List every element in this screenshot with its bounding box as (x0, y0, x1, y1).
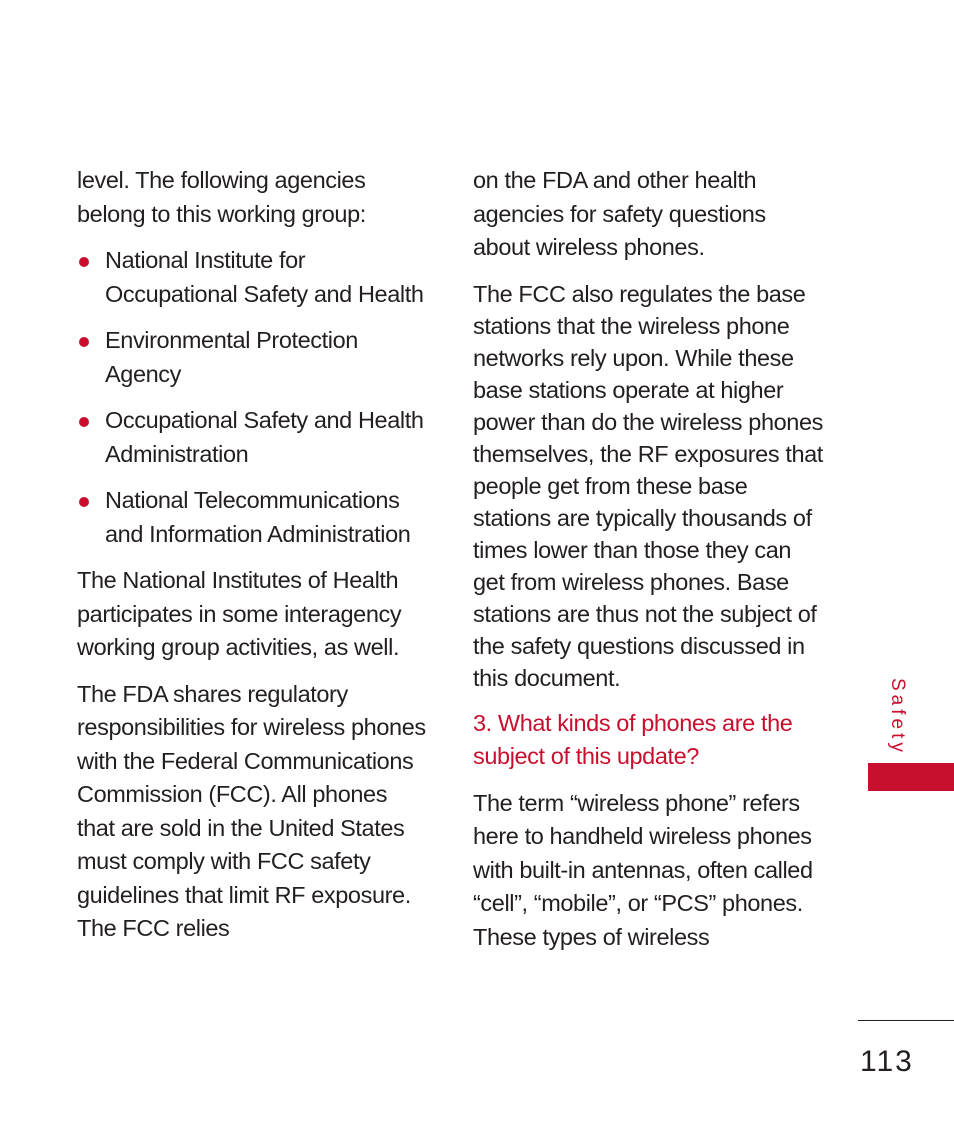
intro-paragraph: level. The following agencies belong to this working group: (77, 167, 366, 227)
answer-paragraph: The term “wireless phone” refers here to handheld wireless phones with built-in antennas, often called “cell”, “mobile”, or “PCS” phones. These types of wireless (473, 789, 813, 950)
agency-list (77, 244, 427, 551)
section-tab-label: Safety (887, 678, 908, 756)
list-item-text: Occupational Safety and Health Administration (105, 407, 424, 467)
bullet-icon (79, 257, 89, 267)
page-number-divider (858, 1020, 954, 1021)
list-item (77, 324, 427, 391)
list-item-text: Environmental Protection Agency (105, 327, 358, 387)
bullet-icon (79, 337, 89, 347)
list-item (77, 404, 427, 471)
fda-paragraph: The FDA shares regulatory responsibilities for wireless phones with the Federal Communications Commission (FCC). All phones that are sold in the United States must comply with FCC safety guidelines that limit RF exposure. The FCC relies (77, 680, 426, 941)
continuation-paragraph: on the FDA and other health agencies for safety questions about wireless phones. (473, 167, 766, 260)
bullet-icon (79, 497, 89, 507)
list-item-text: National Telecommunications and Information Administration (105, 487, 411, 547)
section-tab-marker (868, 763, 954, 791)
page-number: 113 (860, 1045, 914, 1078)
nih-paragraph: The National Institutes of Health participates in some interagency working group activities, as well. (77, 567, 402, 660)
right-column (473, 164, 823, 967)
section-heading: 3. What kinds of phones are the subject of this update? (473, 709, 793, 769)
list-item (77, 484, 427, 551)
list-item (77, 244, 427, 311)
bullet-icon (79, 417, 89, 427)
fcc-paragraph: The FCC also regulates the base stations that the wireless phone networks rely upon. While these base stations operate at higher power than do the wireless phones themselves, the RF exposures that people get from these base stations are typically thousands of times lower than those they can get from wireless phones. Base stations are thus not the subject of the safety questions discussed in this document. (473, 280, 823, 691)
left-column (77, 164, 427, 959)
list-item-text: National Institute for Occupational Safety and Health (105, 247, 424, 307)
